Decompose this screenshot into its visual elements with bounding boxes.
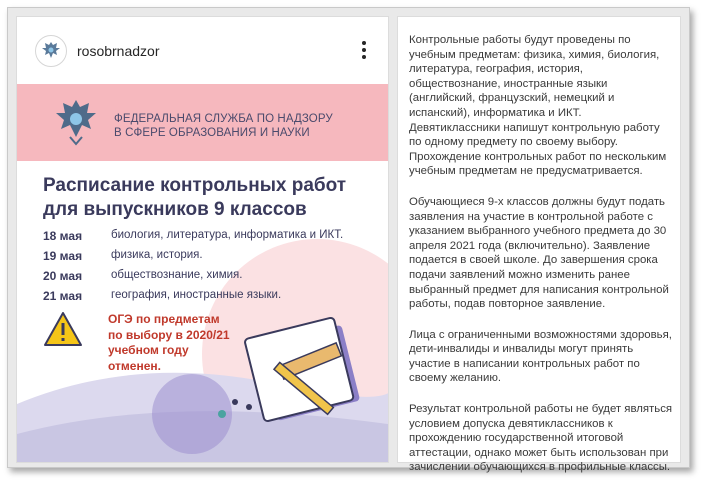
notice-line: по выбору в 2020/21: [108, 327, 230, 342]
article-body: [409, 33, 675, 491]
article-panel: [397, 16, 681, 474]
instagram-post: [16, 16, 389, 463]
schedule-date: 18 мая: [43, 229, 83, 243]
notice-line: ОГЭ по предметам: [108, 312, 220, 326]
agency-name: [114, 112, 333, 140]
schedule-subjects: биология, литература, информатика и ИКТ.: [111, 229, 344, 241]
title-line-2: для выпускников 9 классов: [43, 199, 307, 220]
title-line-1: Расписание контрольных работ: [43, 175, 347, 196]
eagle-emblem-icon: [36, 36, 66, 66]
schedule-date: 20 мая: [43, 269, 83, 283]
article-paragraph: Обучающиеся 9-х классов должны будут подать заявления на участие в контрольной работе с указанием выбранного учебного предмета до 30 апреля 2021 года (включительно). Заявление подается в своей школе. До завершения срока подачи заявлений можно изменить ранее выбранный предмет для написания контрольной работы, подав повторное заявление.: [409, 195, 669, 311]
agency-line-1: ФЕДЕРАЛЬНАЯ СЛУЖБА ПО НАДЗОРУ: [114, 113, 333, 125]
avatar[interactable]: [35, 35, 67, 67]
eagle-emblem-icon: [45, 92, 107, 154]
post-header: [17, 17, 388, 69]
agency-line-2: В СФЕРЕ ОБРАЗОВАНИЯ И НАУКИ: [114, 127, 310, 139]
warning-icon: [43, 311, 83, 347]
schedule-title: [43, 174, 346, 222]
schedule-date: 21 мая: [43, 289, 83, 303]
article-paragraph: Лица с ограниченными возможностями здоровья, дети-инвалиды и инвалиды могут принять участие в написании контрольных работ по своему желанию.: [409, 328, 672, 385]
article-paragraph: Результат контрольной работы не будет являться условием допуска девятиклассников к прохождению государственной итоговой аттестации, однако может быть использован при зачислении обучающихся в профильные классы.: [409, 403, 673, 474]
more-options-icon[interactable]: [361, 41, 367, 61]
agency-banner: [17, 84, 388, 161]
article-paragraph: Контрольные работы будут проведены по учебным предметам: физика, химия, биология, литература, география, история, обществознание, иностранные языки (английский, французский, немецкий и испанский), информатика и ИКТ. Девятиклассники напишут контрольную работу по одному предмету по своему выбору. Прохождение контрольных работ по нескольким учебным предметам не предусматривается.: [409, 34, 667, 178]
notice-line: отменен.: [108, 358, 161, 373]
oge-cancel-notice: [108, 312, 230, 374]
post-username[interactable]: rosobrnadzor: [77, 43, 160, 59]
schedule-subjects: география, иностранные языки.: [111, 289, 282, 301]
post-image: [17, 84, 388, 462]
schedule-subjects: физика, история.: [111, 249, 203, 261]
schedule-subjects: обществознание, химия.: [111, 269, 243, 281]
notice-line: учебном году: [108, 343, 189, 357]
schedule-date: 19 мая: [43, 249, 83, 263]
